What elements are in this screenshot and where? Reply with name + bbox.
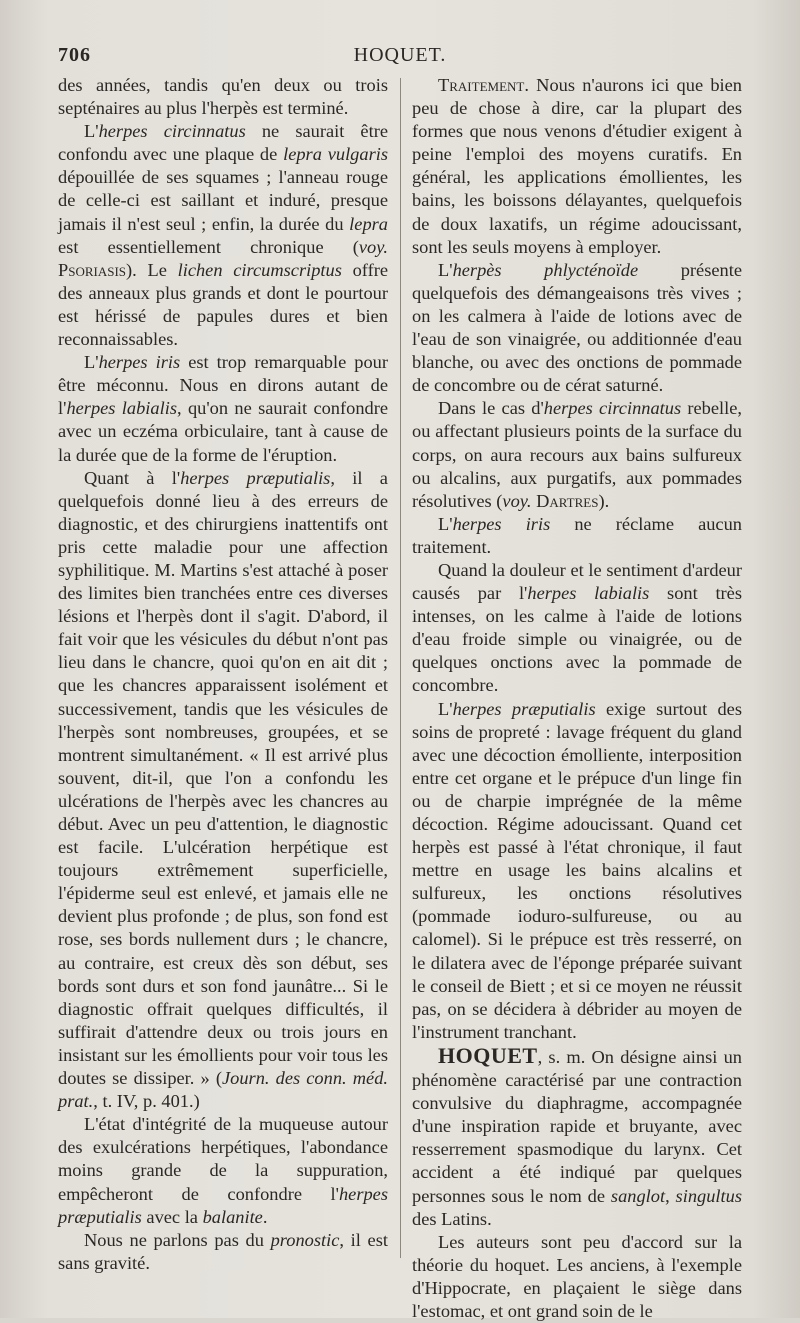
paragraph — [412, 559, 742, 698]
text-run: , il est sans gravité. — [58, 1229, 388, 1273]
italic-term: herpes præputialis — [452, 698, 596, 719]
paragraph — [412, 1231, 742, 1323]
text-run: est trop remarquable pour être méconnu. Nous en dirons autant de l' — [58, 352, 388, 419]
paragraph — [58, 1113, 388, 1228]
text-run: Dans le cas d' — [438, 398, 544, 419]
paragraph — [412, 397, 742, 512]
paragraph — [58, 74, 388, 120]
text-run: . Nous n'aurons ici que bien peu de chose à dire, car la plupart des formes que nous venons d'étudier exigent à peine l'emploi des moyens curatifs. En général, les applications émollientes, les bains, les boissons délayantes, quelquefois de doux laxatifs, un régime adoucissant, sont les seuls moyens à employer. — [412, 75, 742, 257]
text-run: est essentiellement chronique ( — [58, 236, 359, 257]
italic-term: herpes iris — [98, 352, 181, 373]
italic-term: herpes præputialis — [58, 1183, 388, 1227]
small-caps-term: Traitement — [438, 75, 525, 95]
paragraph — [412, 698, 742, 1044]
paragraph — [412, 1044, 742, 1231]
entry-headword: HOQUET — [438, 1042, 538, 1068]
text-run: Nous ne parlons pas du — [84, 1229, 271, 1250]
italic-term: sanglot — [610, 1185, 666, 1206]
text-run: des Latins. — [412, 1208, 492, 1229]
text-run: sont très intenses, on les calme à l'aide de lotions d'eau froide simple ou vinaigrée, ou de quelques onctions avec la pommade de concombre. — [412, 583, 743, 696]
text-run: L' — [438, 698, 453, 719]
italic-term: herpes circinnatus — [543, 398, 682, 419]
paragraph — [58, 467, 388, 1114]
italic-term: herpes labialis — [66, 398, 177, 419]
text-run: rebelle, ou affectant plusieurs points de la surface du corps, on aura recours aux bains sulfureux ou alcalins, aux purgatifs, aux pommades résolutives ( — [412, 398, 742, 511]
text-run: , s. m. On désigne ainsi un phénomène caractérisé par une contraction convulsive du diaphragme, accompagnée d'une inspiration rapide et bruyante, avec resserrement spasmodique du larynx. Cet accident a été indiqué par quelques personnes sous le nom de — [412, 1046, 742, 1206]
italic-term: lepra vulgaris — [283, 144, 388, 165]
text-run: ne saurait être confondu avec une plaque de — [58, 121, 388, 165]
paragraph — [412, 259, 742, 398]
italic-term: voy. — [502, 490, 532, 511]
paragraph — [412, 513, 742, 559]
italic-term: herpes iris — [452, 513, 551, 534]
paragraph — [58, 351, 388, 466]
italic-term: voy. — [358, 236, 388, 257]
text-run: dépouillée de ses squames ; l'anneau rouge de celle-ci est saillant et induré, presque jamais il n'est seul ; enfin, la durée du — [58, 167, 388, 234]
text-run: . — [262, 1206, 268, 1227]
text-run: des années, tandis qu'en deux ou trois septénaires au plus l'herpès est terminé. — [58, 75, 388, 119]
text-run: exige surtout des soins de propreté : lavage fréquent du gland avec une décoction émolliente, interposition entre cet organe et le prépuce d'un linge fin ou de charpie imprégnée de la même décoction. Régime adoucissant. Quand cet herpès est passé à l'état chronique, il faut mettre en usage les bains alcalins et sulfureux, les onctions résolutives (pommade ioduro-sulfureuse, ou au calomel). Si le prépuce est très resserré, on le dilatera avec de l'éponge préparée suivant le conseil de Biett ; et si ce moyen ne réussit pas, on se décidera à débrider au moyen de l'instrument tranchant. — [412, 698, 742, 1042]
italic-term: lichen circumscriptus — [177, 259, 342, 280]
text-run: L' — [438, 259, 453, 280]
column-divider — [400, 78, 401, 1258]
page-number: 706 — [58, 44, 91, 66]
paragraph — [58, 1229, 388, 1275]
running-header — [58, 44, 742, 70]
text-run: présente quelquefois des démangeaisons très vives ; on les calmera à l'aide de lotions avec de l'eau de son vinaigrée, ou additionnée d'eau blanche, ou avec des onctions de pommade de concombre ou de cérat saturné. — [412, 259, 742, 396]
text-run: , — [665, 1185, 676, 1206]
text-run: ). Le — [126, 259, 178, 280]
small-caps-term: Dartres — [536, 490, 599, 511]
paragraph — [412, 74, 742, 259]
text-run: L' — [438, 513, 453, 534]
right-column — [412, 74, 742, 1323]
text-run: , t. IV, p. 401.) — [93, 1091, 200, 1112]
text-run: Les auteurs sont peu d'accord sur la théorie du hoquet. Les anciens, à l'exemple d'Hippocrate, en plaçaient le siège dans l'estomac, et ont grand soin de le — [412, 1231, 742, 1321]
italic-term: pronostic — [270, 1229, 340, 1250]
italic-term: Journ. des conn. méd. prat. — [58, 1068, 388, 1112]
text-run: , qu'on ne saurait confondre avec un eczéma orbiculaire, tant à cause de la durée que de la forme de l'éruption. — [58, 398, 388, 465]
italic-term: herpes labialis — [527, 583, 650, 604]
text-run: , il a quelquefois donné lieu à des erreurs de diagnostic, et des chirurgiens inattentifs ont pris cette maladie pour une affection syphilitique. M. Martins s'est attaché à poser des limites bien tranchées entre ces diverses lésions et l'herpès dont il s'agit. D'abord, il fait voir que les vésicules du début n'ont pas lieu dans le chancre, quoi qu'on en ait dit ; que les chancres apparaissent isolément et successivement, tandis que les vésicules de l'herpès sont nombreuses, groupées, et se montrent simultanément. « Il est arrivé plus souvent, dit-il, que l'on a confondu les ulcérations de l'herpès avec les chancres au début. Avec un peu d'attention, le diagnostic est facile. L'ulcération herpétique est toujours extrêmement superficielle, l'épiderme seul est enlevé, et jamais elle ne devient plus profonde ; de plus, son fond est rose, ses bords nullement durs ; le chancre, au contraire, est creux dès son début, ses bords sont durs et son fond jaunâtre... Si le diagnostic offrait quelques difficultés, il suffirait d'attendre deux ou trois jours en insistant sur les émollients pour voir tous les doutes se dissiper. » ( — [58, 467, 388, 1089]
text-run: L'état d'intégrité de la muqueuse autour des exulcérations herpétiques, l'abondance moins grande de la suppuration, empêcheront de confondre l' — [58, 1114, 388, 1204]
italic-term: herpes præputialis — [180, 467, 331, 488]
italic-term: lepra — [349, 213, 388, 234]
text-run: L' — [84, 352, 99, 373]
italic-term: singultus — [675, 1185, 742, 1206]
text-run: ). — [598, 490, 610, 511]
text-run: Quant à l' — [84, 467, 181, 488]
italic-term: herpès phlycténoïde — [452, 259, 639, 280]
text-run: offre des anneaux plus grands et dont le pourtour est hérissé de papules dures et bien reconnaissables. — [58, 259, 388, 350]
paragraph — [58, 120, 388, 351]
text-run: avec la — [141, 1206, 203, 1227]
small-caps-term: Psoriasis — [58, 259, 127, 280]
text-run: L' — [84, 121, 99, 142]
running-title: HOQUET. — [353, 44, 447, 66]
italic-term: herpes circinnatus — [98, 121, 246, 142]
left-column — [58, 74, 388, 1275]
text-run: ne réclame aucun traitement. — [412, 513, 742, 557]
text-run: Quand la douleur et le sentiment d'ardeur causés par l' — [412, 559, 742, 604]
italic-term: balanite — [202, 1206, 263, 1227]
